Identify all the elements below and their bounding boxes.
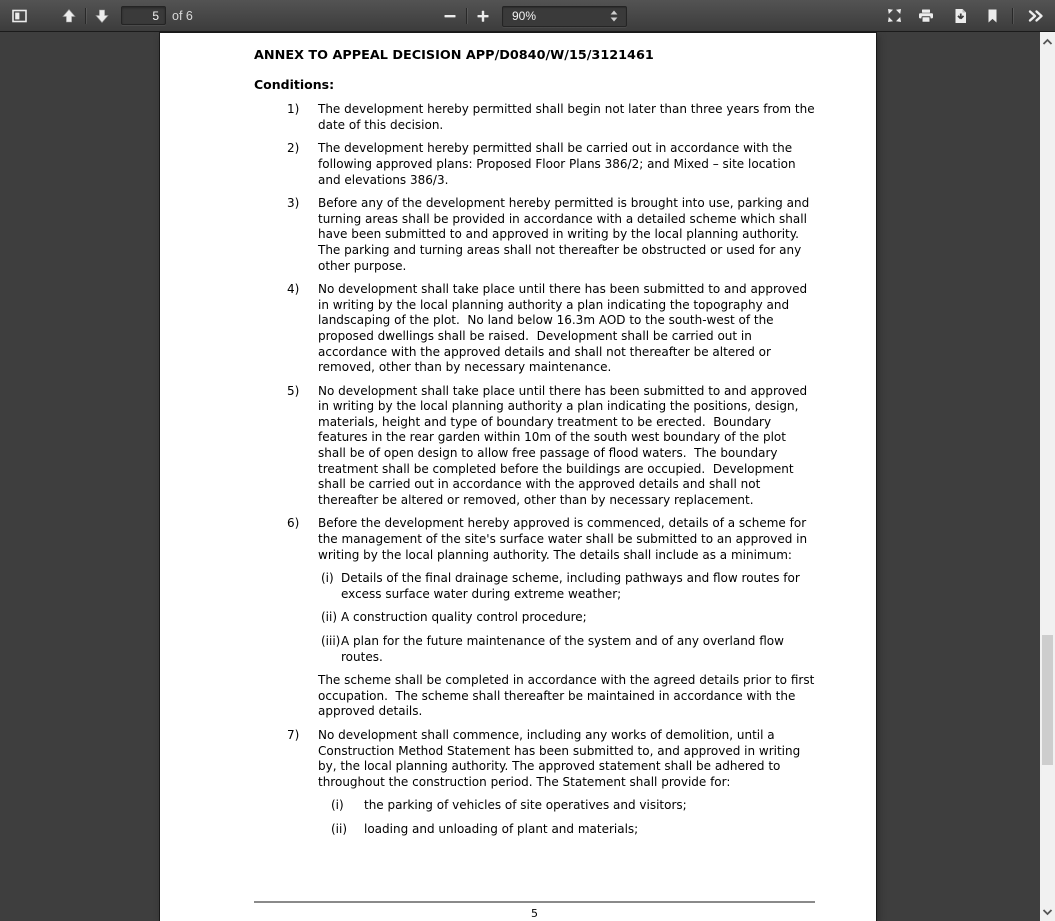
condition-number: 3) xyxy=(287,196,300,211)
condition-text: Before any of the development hereby permitted is brought into use, parking and turning areas shall be provided in accordance with a detailed scheme which shall have been submitted to and approved in writing by the local planning authority. The parking and turning areas shall not thereafter be obstructed or used for any other purpose. xyxy=(318,196,814,273)
zoom-level-value: 90% xyxy=(512,9,537,23)
scroll-down-button[interactable] xyxy=(1040,903,1055,920)
vertical-scrollbar[interactable] xyxy=(1040,32,1055,921)
condition-subitem xyxy=(318,634,815,665)
page-number-input[interactable] xyxy=(121,6,166,25)
condition-text: No development shall take place until there has been submitted to and approved in writing by the local planning authority a plan indicating the positions, design, materials, height and type of boundary treatment to be erected. Boundary features in the rear garden within 10m of the south west boundary of the plot shall be of open design to allow free passage of flood waters. The boundary treatment shall be completed before the buildings are occupied. Development shall be carried out in accordance with the approved details and shall not thereafter be altered or removed, other than by necessary replacement. xyxy=(318,383,811,507)
toolbar-separator xyxy=(1012,8,1013,24)
condition-text: Before the development hereby approved is commenced, details of a scheme for the management of the site's surface water shall be submitted to an approved in writing by the local planning authority. The details shall include as a minimum: xyxy=(318,516,811,562)
more-tools-button[interactable] xyxy=(1020,3,1050,28)
page-navigation xyxy=(56,3,193,28)
subitem-marker: (i) xyxy=(331,798,344,813)
toolbar-separator xyxy=(466,8,467,24)
subitem-marker: (ii) xyxy=(331,821,348,836)
zoom-controls xyxy=(437,0,627,32)
page-count-label: of 6 xyxy=(172,8,193,23)
presentation-mode-button[interactable] xyxy=(881,3,907,28)
condition-subitem xyxy=(318,798,815,814)
sidebar-toggle-icon xyxy=(11,8,28,24)
condition-number: 1) xyxy=(287,102,300,117)
pdf-page xyxy=(160,33,876,921)
condition-number: 7) xyxy=(287,727,300,742)
condition-subitem xyxy=(318,822,815,838)
toolbar-separator xyxy=(85,8,86,24)
zoom-in-button[interactable] xyxy=(470,4,496,29)
document-download-icon xyxy=(953,8,968,24)
document-title: ANNEX TO APPEAL DECISION APP/D0840/W/15/3121461 xyxy=(254,48,654,63)
up-down-spinner-icon xyxy=(609,9,619,23)
scroll-up-button[interactable] xyxy=(1040,33,1055,50)
condition-number: 4) xyxy=(287,282,300,297)
subitem-text: A construction quality control procedure; xyxy=(341,610,587,625)
condition-text: No development shall take place until there has been submitted to and approved in writing by the local planning authority a plan indicating the topography and landscaping of the plot. No land below 16.3m AOD to the south-west of the proposed dwellings shall be raised. Development shall be carried out in accordance with the approved details and shall not thereafter be altered or removed, other than by necessary maintenance. xyxy=(318,282,811,375)
bookmark-ribbon-icon xyxy=(986,8,999,24)
condition-number: 2) xyxy=(287,141,300,156)
chevron-down-icon xyxy=(1042,904,1053,919)
condition-subitem xyxy=(318,571,815,602)
double-chevron-right-icon xyxy=(1026,8,1044,24)
condition-text: The development hereby permitted shall be carried out in accordance with the following approved plans: Proposed Floor Plans 386/2; and Mixed – site location and elevations 386/3. xyxy=(318,141,800,187)
subitem-text: loading and unloading of plant and materials; xyxy=(364,821,639,836)
condition-item xyxy=(254,384,815,509)
subitem-marker: (i) xyxy=(321,571,334,586)
condition-item xyxy=(254,102,819,133)
condition-text: No development shall commence, including any works of demolition, until a Construction Method Statement has been submitted to, and approved in writing by, the local planning authority. The approved statement shall be adhered to throughout the construction period. The Statement shall provide for: xyxy=(318,727,805,789)
subitem-text: Details of the final drainage scheme, including pathways and flow routes for excess surface water during extreme weather; xyxy=(341,571,804,601)
arrow-down-icon xyxy=(94,8,110,24)
arrow-up-icon xyxy=(61,8,77,24)
previous-page-button[interactable] xyxy=(56,3,82,28)
condition-subitem xyxy=(318,610,815,626)
zoom-out-button[interactable] xyxy=(437,4,463,29)
condition-item xyxy=(254,516,819,720)
condition-number: 6) xyxy=(287,516,300,531)
bookmark-button[interactable] xyxy=(979,3,1005,28)
subitem-text: the parking of vehicles of site operatives and visitors; xyxy=(364,798,687,813)
page-number-footer: 5 xyxy=(531,907,538,920)
chevron-up-icon xyxy=(1042,34,1053,49)
subitem-marker: (ii) xyxy=(321,610,338,625)
condition-item xyxy=(254,141,815,188)
minus-icon xyxy=(442,8,458,24)
printer-icon xyxy=(917,8,935,24)
condition-item xyxy=(254,282,815,376)
conditions-list xyxy=(254,102,819,837)
scrollbar-thumb[interactable] xyxy=(1042,635,1053,765)
subitem-text: A plan for the future maintenance of the system and of any overland flow routes. xyxy=(341,634,788,664)
expand-arrows-icon xyxy=(886,7,903,24)
page-footer-rule xyxy=(254,901,815,920)
toolbar-right-buttons xyxy=(881,3,1055,28)
conditions-heading: Conditions: xyxy=(254,76,335,92)
sidebar-toggle-button[interactable] xyxy=(6,3,32,28)
pdf-viewer-toolbar xyxy=(0,0,1055,32)
condition-item xyxy=(254,196,815,274)
print-button[interactable] xyxy=(911,3,941,28)
condition-text: The development hereby permitted shall begin not later than three years from the date of this decision. xyxy=(318,102,819,132)
condition-closing-text: The scheme shall be completed in accordance with the agreed details prior to first occupation. The scheme shall thereafter be maintained in accordance with the approved details. xyxy=(318,673,819,719)
plus-icon xyxy=(475,8,491,24)
next-page-button[interactable] xyxy=(89,3,115,28)
download-button[interactable] xyxy=(945,3,975,28)
subitem-marker: (iii) xyxy=(321,634,341,648)
zoom-select[interactable] xyxy=(502,6,627,27)
condition-item xyxy=(254,728,815,838)
document-content xyxy=(254,48,819,846)
condition-number: 5) xyxy=(287,383,300,398)
